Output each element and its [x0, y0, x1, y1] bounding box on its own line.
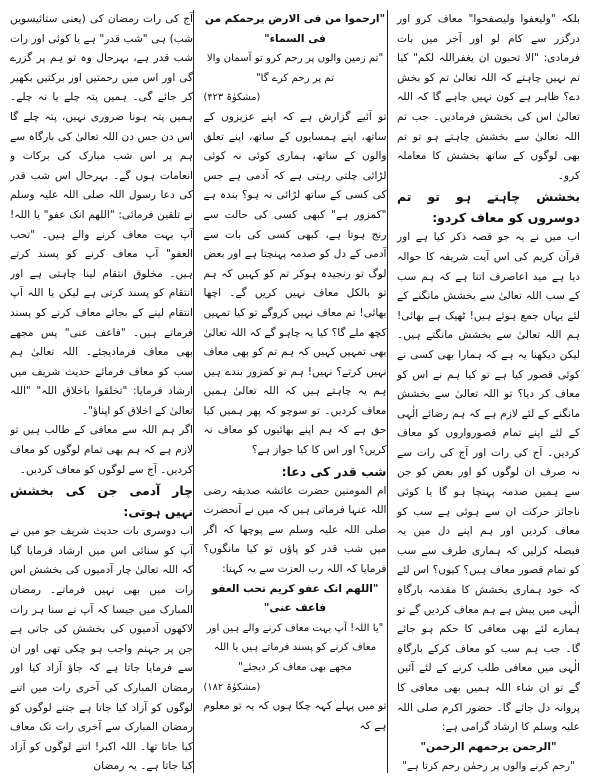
dua-reference: (مشکوٰۃ ۱۸۲)	[203, 681, 261, 693]
dua-arabic: "اللھم انک عفو کریم تحب العفو فاعف عنی"	[211, 582, 379, 615]
hadith-arabic: "ارحموا من فی الارض یرحمکم من فی السماء"	[204, 13, 386, 45]
paragraph: تو میں پہلے کہہ چکا ہوں کہ یہ تو معلوم ہے کہ	[203, 700, 387, 732]
text-columns	[10, 10, 580, 773]
paragraph: آج کی رات رمضان کی (یعنی ستائیسویں شب) ہی "شب قدر" ہے یا کوئی اور رات شب قدر ہے، بہرحال وہ تو ہم پر گزرے گی اور اس میں رحمتیں اور برکتیں بکھیر کر جائے گی۔ ہمیں پتہ چلے یا نہ چلے۔ ہمیں پتہ ہونا ضروری نہیں، پتہ چلے گا اس دن جس دن اللہ تعالیٰ کی بارگاہ سے ہم پر اس شب مبارک کی برکات و انعامات ہوں گے۔ بہرحال اس شب قدر کی دعا رسول اللہ صلی اللہ علیہ وسلم نے تلقین فرمائی: "اللھم انک عفو" یا اللہ! آپ بہت معاف کرنے والے ہیں۔ "تحب العفو" آپ معاف کرنے کو پسند کرتے ہیں۔ مخلوق انتقام لینا چاہتی ہے اور انتقام کو پسند کرتی ہے لیکن یا اللہ آپ انتقام لینے کے بجائے معاف کرنے کو پسند فرماتے ہیں۔ "فاعف عنی" پس مجھے بھی معاف فرمادیجئے۔ اللہ تعالیٰ ہم سب کو معاف فرمائے حدیث شریف میں ارشاد فرمایا: "تخلقوا باخلاق اللہ" "اللہ تعالیٰ کے اخلاق کو اپناؤ"۔	[10, 13, 193, 417]
paragraph: تو آئیے گزارش ہے کہ اپنے عزیزوں کے ساتھ، اپنے ہمسایوں کے ساتھ، اپنے تعلق والوں کے ساتھ، ہماری کوئی نہ کوئی لڑائی چلتی رہتی ہے کہ آدمی ہے جس کی کسی کے ساتھ لڑائی نہ ہو؟ بندہ ہے "کمزور ہے" کبھی کسی کی حالت سے رنج ہوتا ہے، کبھی کسی کی بات سے آدمی کے دل کو صدمہ پہنچتا ہے اور بعض لوگ تو رنجیدہ ہوکر تم کو کہیں کہ ہم تو بالکل معاف نہیں کریں گے۔ اچھا بھائی! تم معاف نہیں کروگے تو کیا تمہیں کچھ ملے گا؟ کیا یہ چاہو گے کہ اللہ تعالیٰ بھی تمہیں کہیں کہ ہم تم کو بھی معاف نہیں کرتے؟ نہیں! ہم تو کمزور بندے ہیں ہم یہ چاہتے ہیں کہ اللہ تعالیٰ ہمیں معاف کردیں۔ تو سوچو کہ پھر ہمیں کیا حق ہے کہ ہم اپنے بھائیوں کو معاف نہ کریں؟ اور اس کا کیا جواز ہے؟	[203, 110, 387, 457]
paragraph: بلکہ "ولیعفوا ولیصفحوا" معاف کرو اور درگزر سے کام لو اور آخر میں بات فرمادی: "الا تحبون ان یغفراللہ لکم" کیا تم نہیں چاہتے کہ اللہ تعالیٰ تم کو بخش دے؟ ظاہر ہے کون نہیں چاہے گا کہ اللہ تعالیٰ اس کی بخشش فرمادیں۔ جب تم اللہ تعالیٰ سے بخشش چاہتے ہو تو تم بھی لوگوں کے ساتھ بخشش کا معاملہ کرو۔	[397, 13, 580, 182]
hadith-arabic: "الرحمن یرحمھم الرحمن"	[420, 740, 557, 753]
paragraph: ام المومنین حضرت عائشہ صدیقہ رضی اللہ عنہا فرماتی ہیں کہ میں نے آنحضرت صلی اللہ علیہ وسلم سے پوچھا کہ اگر میں شب قدر کو پاؤں تو کیا مانگوں؟ فرمایا کہ اللہ رب العزت سے یہ کہنا:	[203, 484, 387, 576]
section-heading: بخشش چاہتے ہو تو تم دوسروں کو معاف کردو:	[397, 189, 580, 226]
dua-translation: "یا اللہ! آپ بہت معاف کرنے والے ہیں اور معاف کرنے کو پسند فرماتے ہیں یا اللہ مجھے بھی معاف کر دیجئے"	[206, 622, 384, 673]
hadith-reference: (مشکوٰۃ ۴۲۳)	[203, 92, 261, 104]
paragraph: اگر ہم اللہ سے معافی کے طالب ہیں تو لازم ہے کہ ہم بھی تمام لوگوں کو معاف کردیں۔ آج سے لوگوں کو معاف کردیں۔	[10, 424, 193, 476]
paragraph: اب میں نے یہ جو قصہ ذکر کیا ہے اور قرآن کریم کی اس آیت شریفہ کا حوالہ دیا ہے مید اعاصرف اتنا ہے کہ ہم سب کے سب اللہ تعالیٰ سے بخشش مانگنے کے لئے یہاں جمع ہوئے ہیں! ٹھیک ہے بھائی! ہم اللہ تعالیٰ سے بخشش مانگتے ہیں۔ لیکن دیکھنا یہ ہے کہ ہمارا بھی کسی نے کوئی قصور کیا ہے تو کیا ہم نے اس کو معاف کر دیا؟ تو اللہ تعالیٰ سے بخشش مانگنے کے لئے لازم ہے کہ ہم رضائے الٰہی کے لئے اپنے تمام قصورواروں کو معاف کردیں۔ آج کی رات اور آج کی رات سے نہ صرف ان لوگوں کو اور بعض کو جن سے ہمیں صدمہ پہنچا ہو گا یا کوئی ناجائز حرکت ان سے ہوئی ہے سب کو معاف کردیں اور ہم اپنے دل میں یہ فیصلہ کرلیں کہ ہماری طرف سے سب کو تمام قصور معاف ہیں؟ کیوں؟ اس لئے کہ خود ہماری بخشش کا مقدمہ بارگاہِ الٰہی میں پیش ہے ہم معاف کردیں گے تو ہمارے لئے بھی معافی کا حکم ہو جائے گا۔ جب ہم سب کو معاف کرکے بارگاہِ الٰہی میں معافی طلب کرنے کے لئے آئیں گے تو ان شاء اللہ ہمیں بھی معافی کا پروانہ دل جائے گا۔ حضور اکرم صلی اللہ علیہ وسلم کا ارشاد گرامی ہے:	[397, 231, 580, 734]
section-heading: شب قدر کی دعا:	[281, 463, 387, 479]
hadith-translation: "تم زمین والوں پر رحم کرو تو آسمان والا تم پر رحم کرے گا"	[206, 53, 384, 84]
column-left	[10, 10, 194, 773]
paragraph: اب دوسری بات حدیث شریف جو میں نے آپ کو سنائی اس میں ارشاد فرمایا گیا کہ اللہ تعالیٰ چار آدمیوں کی بخشش اس رات میں بھی نہیں فرماتے۔ رمضان المبارک میں جیسا کہ آپ نے سنا ہر رات لاکھوں آدمیوں کی بخشش کی جاتی ہے جن پر جہنم واجب ہو چکی تھی اور ان سے فرمایا جاتا ہے کہ جاؤ آزاد کیا اور رمضان المبارک کی آخری رات میں اتنے لوگوں کو آزاد کیا جاتا ہے جتنے لوگوں کو رمضان المبارک سے آخری رات تک معاف کیا جاتا تھا۔ اللہ اکبر! اتنے لوگوں کو آزاد کیا جاتا ہے۔ یہ رمضان	[10, 525, 193, 773]
column-middle	[196, 10, 388, 773]
section-heading: چار آدمی جن کی بخشش نہیں ہوتی:	[10, 483, 193, 520]
hadith-translation: "رحم کرنے والوں پر رحمٰن رحم کرتا ہے"	[402, 761, 575, 773]
column-right	[389, 10, 580, 773]
